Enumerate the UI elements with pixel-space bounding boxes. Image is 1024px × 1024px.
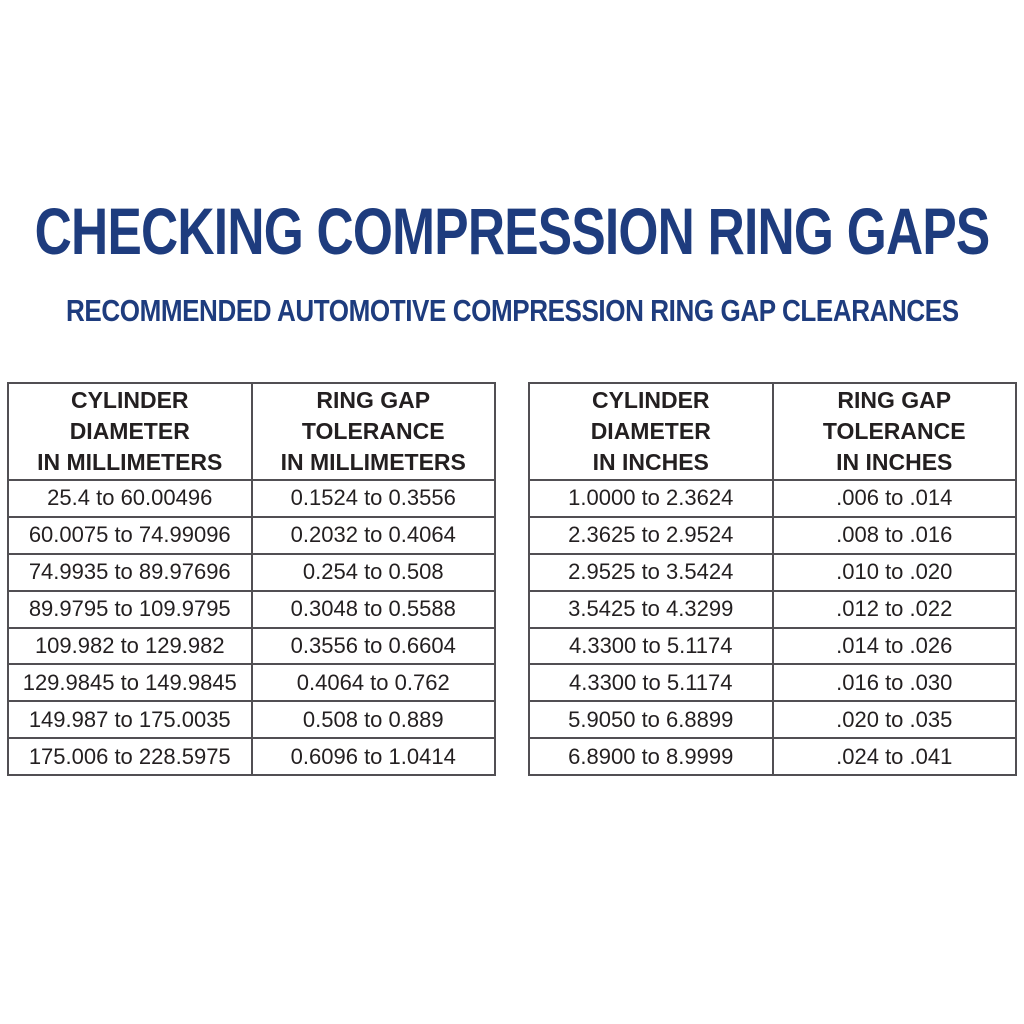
inch-table-head bbox=[529, 383, 1016, 480]
ring-gap-tolerance-mm-value: 0.3556 to 0.6604 bbox=[252, 628, 496, 665]
title-container bbox=[0, 194, 1024, 268]
cylinder-diameter-in-value: 4.3300 to 5.1174 bbox=[529, 664, 773, 701]
table-row bbox=[8, 738, 495, 775]
ring-gap-tolerance-in-value: .016 to .030 bbox=[773, 664, 1017, 701]
header-line: IN MILLIMETERS bbox=[280, 449, 466, 475]
header-line: DIAMETER bbox=[69, 418, 190, 444]
table-row bbox=[529, 554, 1016, 591]
header-line: IN MILLIMETERS bbox=[37, 449, 223, 475]
table-row bbox=[8, 517, 495, 554]
header-line: TOLERANCE bbox=[301, 418, 445, 444]
ring-gap-tolerance-mm-value: 0.3048 to 0.5588 bbox=[252, 591, 496, 628]
ring-gap-tolerance-in-value: .024 to .041 bbox=[773, 738, 1017, 775]
ring-gap-tolerance-in-value: .020 to .035 bbox=[773, 701, 1017, 738]
table-row bbox=[8, 591, 495, 628]
header-ring-gap-tolerance-mm bbox=[252, 383, 496, 480]
cylinder-diameter-mm-value: 25.4 to 60.00496 bbox=[8, 480, 252, 517]
header-ring-gap-tolerance-in bbox=[773, 383, 1017, 480]
cylinder-diameter-mm-value: 175.006 to 228.5975 bbox=[8, 738, 252, 775]
header-line: RING GAP bbox=[316, 387, 431, 413]
header-cylinder-diameter-mm bbox=[8, 383, 252, 480]
ring-gap-tolerance-mm-value: 0.1524 to 0.3556 bbox=[252, 480, 496, 517]
header-cylinder-diameter-in bbox=[529, 383, 773, 480]
table-row bbox=[8, 554, 495, 591]
cylinder-diameter-in-value: 5.9050 to 6.8899 bbox=[529, 701, 773, 738]
ring-gap-tolerance-mm-value: 0.2032 to 0.4064 bbox=[252, 517, 496, 554]
cylinder-diameter-mm-value: 60.0075 to 74.99096 bbox=[8, 517, 252, 554]
cylinder-diameter-in-value: 2.9525 to 3.5424 bbox=[529, 554, 773, 591]
inch-table-body bbox=[529, 480, 1016, 775]
ring-gap-tolerance-mm-value: 0.254 to 0.508 bbox=[252, 554, 496, 591]
inch-table bbox=[528, 382, 1017, 776]
cylinder-diameter-mm-value: 129.9845 to 149.9845 bbox=[8, 664, 252, 701]
header-line: IN INCHES bbox=[592, 449, 709, 475]
ring-gap-tolerance-mm-value: 0.6096 to 1.0414 bbox=[252, 738, 496, 775]
millimeter-table bbox=[7, 382, 496, 776]
table-row bbox=[529, 738, 1016, 775]
table-row bbox=[529, 591, 1016, 628]
table-header-row bbox=[529, 383, 1016, 480]
cylinder-diameter-mm-value: 74.9935 to 89.97696 bbox=[8, 554, 252, 591]
page-subtitle: RECOMMENDED AUTOMOTIVE COMPRESSION RING GAP CLEARANCES bbox=[65, 293, 959, 328]
header-line: RING GAP bbox=[837, 387, 952, 413]
ring-gap-tolerance-in-value: .006 to .014 bbox=[773, 480, 1017, 517]
ring-gap-tolerance-in-value: .014 to .026 bbox=[773, 628, 1017, 665]
cylinder-diameter-in-value: 6.8900 to 8.9999 bbox=[529, 738, 773, 775]
cylinder-diameter-in-value: 1.0000 to 2.3624 bbox=[529, 480, 773, 517]
cylinder-diameter-mm-value: 89.9795 to 109.9795 bbox=[8, 591, 252, 628]
table-row bbox=[529, 517, 1016, 554]
cylinder-diameter-in-value: 3.5425 to 4.3299 bbox=[529, 591, 773, 628]
cylinder-diameter-in-value: 4.3300 to 5.1174 bbox=[529, 628, 773, 665]
ring-gap-tolerance-in-value: .012 to .022 bbox=[773, 591, 1017, 628]
table-row bbox=[8, 664, 495, 701]
table-row bbox=[8, 628, 495, 665]
header-line: CYLINDER bbox=[591, 387, 710, 413]
table-row bbox=[529, 664, 1016, 701]
header-line: IN INCHES bbox=[836, 449, 953, 475]
cylinder-diameter-mm-value: 149.987 to 175.0035 bbox=[8, 701, 252, 738]
cylinder-diameter-in-value: 2.3625 to 2.9524 bbox=[529, 517, 773, 554]
table-row bbox=[529, 701, 1016, 738]
ring-gap-tolerance-mm-value: 0.4064 to 0.762 bbox=[252, 664, 496, 701]
table-row bbox=[529, 480, 1016, 517]
table-header-row bbox=[8, 383, 495, 480]
header-line: TOLERANCE bbox=[822, 418, 966, 444]
millimeter-table-head bbox=[8, 383, 495, 480]
table-row bbox=[529, 628, 1016, 665]
table-row bbox=[8, 480, 495, 517]
subtitle-container bbox=[0, 294, 1024, 328]
header-line: DIAMETER bbox=[590, 418, 711, 444]
cylinder-diameter-mm-value: 109.982 to 129.982 bbox=[8, 628, 252, 665]
header-line: CYLINDER bbox=[70, 387, 189, 413]
ring-gap-tolerance-in-value: .010 to .020 bbox=[773, 554, 1017, 591]
ring-gap-tolerance-mm-value: 0.508 to 0.889 bbox=[252, 701, 496, 738]
table-row bbox=[8, 701, 495, 738]
ring-gap-tolerance-in-value: .008 to .016 bbox=[773, 517, 1017, 554]
page-title: CHECKING COMPRESSION RING GAPS bbox=[34, 194, 990, 268]
millimeter-table-body bbox=[8, 480, 495, 775]
